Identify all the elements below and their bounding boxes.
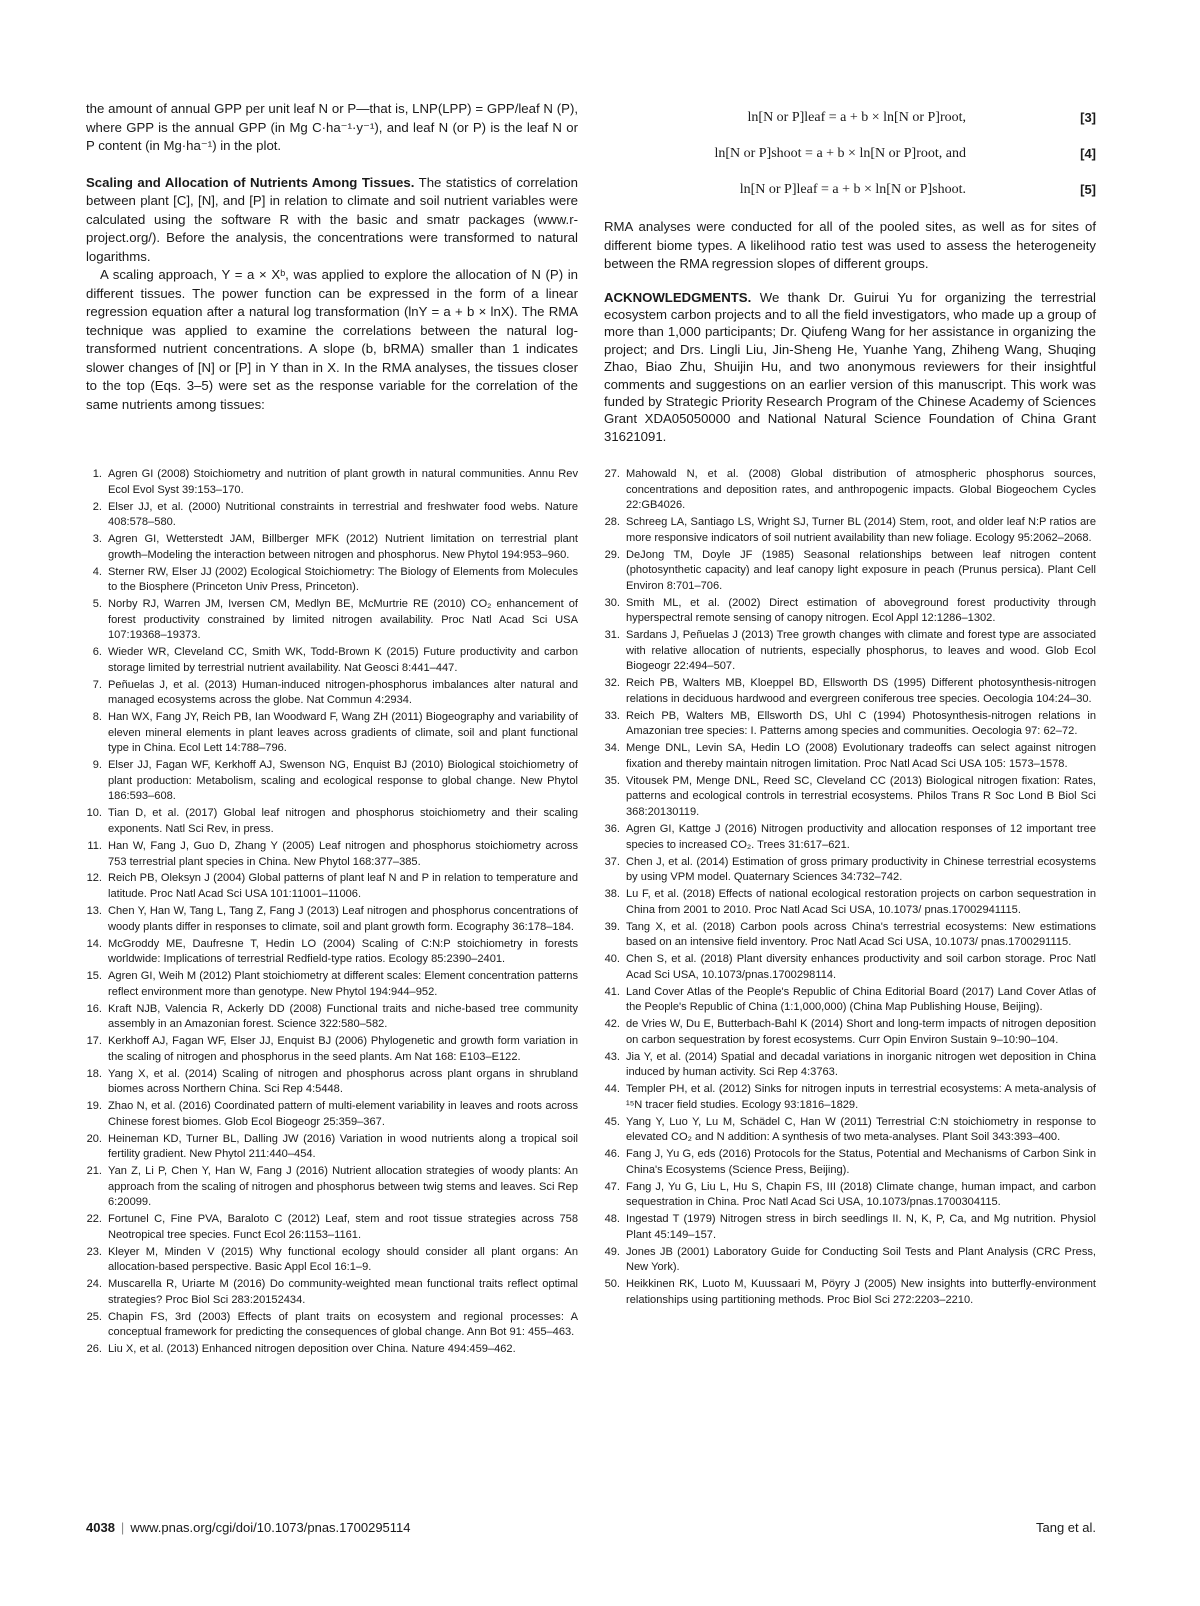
reference-item <box>604 774 1096 821</box>
reference-number: 36. <box>604 822 620 835</box>
reference-number: 41. <box>604 985 620 998</box>
acknowledgments-text: We thank Dr. Guirui Yu for organizing the terrestrial ecosystem carbon projects and to all the field investigators, who made up a group of more than 1,000 participants; Dr. Qiufeng Wang for her assistance in organizing the project; and Drs. Lingli Liu, Jin-Sheng He, Yuanhe Yang, Zhiheng Wang, Shuqing Zhao, Biao Zhu, Shuijin Hu, and two anonymous reviewers for their insightful comments and suggestions on an earlier version of this manuscript. This work was funded by Strategic Priority Research Program of the Chinese Academy of Sciences Grant XDA05050000 and National Natural Science Foundation of China Grant 31621091. <box>604 289 1096 444</box>
gpp-paragraph: the amount of annual GPP per unit leaf N or P—that is, LNP(LPP) = GPP/leaf N (P), where GPP is the annual GPP (in Mg C·ha⁻¹·y⁻¹), and leaf N (or P) is the leaf N or P content (in Mg·ha⁻¹) in the plot. <box>86 101 578 153</box>
reference-number: 20. <box>86 1132 102 1145</box>
reference-text: Yang X, et al. (2014) Scaling of nitrogen and phosphorus across plant organs in shrubland biomes across Northern China. Sci Rep 4:5448. <box>108 1067 578 1096</box>
reference-text: Elser JJ, et al. (2000) Nutritional constraints in terrestrial and freshwater food webs. Nature 408:578–580. <box>108 500 578 529</box>
rma-paragraph: RMA analyses were conducted for all of the pooled sites, as well as for sites of different biome types. A likelihood ratio test was used to assess the heterogeneity between the RMA regression slopes of different groups. <box>604 219 1096 271</box>
reference-item <box>604 467 1096 514</box>
reference-text: DeJong TM, Doyle JF (1985) Seasonal relationships between leaf nitrogen content (photosynthetic capacity) and leaf canopy light exposure in peach (Prunus persica). Plant Cell Environ 8:701–706. <box>626 548 1096 592</box>
reference-item <box>604 628 1096 675</box>
reference-item <box>86 806 578 837</box>
reference-item <box>604 1082 1096 1113</box>
reference-text: Land Cover Atlas of the People's Republic of China Editorial Board (2017) Land Cover Atlas of the People's Republic of China (1:1,000,000) (China Map Publishing House, Beijing). <box>626 985 1096 1014</box>
reference-number: 10. <box>86 807 102 820</box>
reference-number: 17. <box>86 1035 102 1048</box>
reference-item <box>604 1245 1096 1276</box>
reference-text: Chen J, et al. (2014) Estimation of gross primary productivity in Chinese terrestrial ecosystems by using VPM model. Quaternary Sciences 34:732–742. <box>626 855 1096 884</box>
reference-number: 49. <box>604 1245 620 1258</box>
reference-item <box>86 904 578 935</box>
reference-number: 23. <box>86 1245 102 1258</box>
reference-text: Vitousek PM, Menge DNL, Reed SC, Cleveland CC (2013) Biological nitrogen fixation: Rates, patterns and ecological controls in terrestrial ecosystems. Philos Trans R Soc Lond B Biol Sci 368:20130119. <box>626 774 1096 818</box>
reference-number: 46. <box>604 1148 620 1161</box>
reference-text: Lu F, et al. (2018) Effects of national ecological restoration projects on carbon sequestration in China from 2001 to 2010. Proc Natl Acad Sci USA, 10.1073/ pnas.17002941115. <box>626 888 1096 916</box>
reference-text: Agren GI, Kattge J (2016) Nitrogen productivity and allocation responses of 12 important tree species to increased CO₂. Trees 31:617–621. <box>626 822 1096 851</box>
reference-text: Agren GI (2008) Stoichiometry and nutrition of plant growth in natural communities. Annu Rev Ecol Evol Syst 39:153–170. <box>108 468 578 496</box>
reference-text: Kleyer M, Minden V (2015) Why functional ecology should consider all plant organs: An allocation-based perspective. Basic Appl Ecol 16:1–9. <box>108 1245 578 1274</box>
scaling-paragraph <box>86 174 578 267</box>
reference-item <box>86 969 578 1000</box>
reference-item <box>86 871 578 902</box>
reference-text: Sardans J, Peñuelas J (2013) Tree growth changes with climate and forest type are associated with relative allocation of nutrients, especially phosphorus, to leaves and wood. Glob Ecol Biogeogr 22:494–507. <box>626 629 1096 673</box>
reference-number: 38. <box>604 888 620 901</box>
reference-text: Elser JJ, Fagan WF, Kerkhoff AJ, Swenson NG, Enquist BJ (2010) Biological stoichiometry of plant production: Metabolism, scaling and ecological response to global change. New Phytol 186:593–608. <box>108 759 578 803</box>
reference-number: 31. <box>604 629 620 642</box>
reference-text: Muscarella R, Uriarte M (2016) Do community-weighted mean functional traits reflect optimal strategies? Proc Biol Sci 283:20152434. <box>108 1278 578 1306</box>
reference-item <box>604 1147 1096 1178</box>
reference-text: Templer PH, et al. (2012) Sinks for nitrogen inputs in terrestrial ecosystems: A meta-analysis of ¹⁵N tracer field studies. Ecology 93:1816–1829. <box>626 1083 1096 1111</box>
reference-text: de Vries W, Du E, Butterbach-Bahl K (2014) Short and long-term impacts of nitrogen deposition on carbon sequestration by forest ecosystems. Curr Opin Environ Sustain 9–10:90–104. <box>626 1018 1096 1046</box>
reference-item <box>86 1277 578 1308</box>
reference-item <box>604 920 1096 951</box>
references-column-right <box>604 467 1096 1310</box>
running-authors: Tang et al. <box>1036 1520 1096 1535</box>
reference-item <box>604 985 1096 1016</box>
reference-item <box>86 532 578 563</box>
reference-text: Kraft NJB, Valencia R, Ackerly DD (2008) Functional traits and niche-based tree community assembly in an Amazonian forest. Science 322:580–582. <box>108 1002 578 1031</box>
reference-text: Heineman KD, Turner BL, Dalling JW (2016) Variation in wood nutrients along a tropical soil fertility gradient. New Phytol 211:440–454. <box>108 1132 578 1161</box>
reference-item <box>86 1342 578 1358</box>
equation-4 <box>604 142 1096 178</box>
reference-list <box>86 467 578 1358</box>
reference-number: 25. <box>86 1310 102 1323</box>
reference-text: Menge DNL, Levin SA, Hedin LO (2008) Evolutionary tradeoffs can select against nitrogen fixation and thereby maintain nitrogen limitation. Proc Natl Acad Sci USA 105: 1573–1578. <box>626 742 1096 770</box>
reference-item <box>86 839 578 870</box>
reference-item <box>86 1310 578 1341</box>
reference-item <box>86 1067 578 1098</box>
reference-number: 34. <box>604 742 620 755</box>
equation-text: ln[N or P]leaf = a + b × ln[N or P]root, <box>747 110 966 125</box>
reference-text: Smith ML, et al. (2002) Direct estimation of aboveground forest productivity through hyperspectral remote sensing of canopy nitrogen. Ecol Appl 12:1286–1302. <box>626 596 1096 625</box>
reference-number: 11. <box>87 839 102 852</box>
equation-5 <box>604 178 1096 214</box>
reference-text: Mahowald N, et al. (2008) Global distribution of atmospheric phosphorus sources, concentrations and deposition rates, and anthropogenic impacts. Global Biogeochem Cycles 22:GB4026. <box>626 468 1096 512</box>
reference-item <box>604 676 1096 707</box>
reference-number: 50. <box>604 1278 620 1291</box>
reference-text: Peñuelas J, et al. (2013) Human-induced nitrogen-phosphorus imbalances alter natural and managed ecosystems across the globe. Nat Commun 4:2934. <box>108 678 578 707</box>
reference-text: Tang X, et al. (2018) Carbon pools across China's terrestrial ecosystems: New estimations based on an intensive field inventory. Proc Natl Acad Sci USA, 10.1073/ pnas.1700291115. <box>626 920 1096 949</box>
reference-text: Tian D, et al. (2017) Global leaf nitrogen and phosphorus stoichiometry and their scaling exponents. Natl Sci Rev, in press. <box>108 807 578 835</box>
reference-text: Fortunel C, Fine PVA, Baraloto C (2012) Leaf, stem and root tissue strategies across 758 Neotropical tree species. Funct Ecol 26:1153–1161. <box>108 1213 578 1241</box>
reference-item <box>86 678 578 709</box>
section-heading: Scaling and Allocation of Nutrients Among Tissues. <box>86 174 415 190</box>
equation-number: [3] <box>1080 110 1096 125</box>
reference-text: Chen S, et al. (2018) Plant diversity enhances productivity and soil carbon storage. Proc Natl Acad Sci USA, 10.1073/pnas.1700298114. <box>626 953 1096 981</box>
reference-number: 33. <box>604 709 620 722</box>
reference-number: 1. <box>92 468 102 480</box>
reference-text: Norby RJ, Warren JM, Iversen CM, Medlyn BE, McMurtrie RE (2010) CO₂ enhancement of forest productivity constrained by limited nitrogen availability. Proc Natl Acad Sci USA 107:19368–19373. <box>108 598 578 642</box>
reference-number: 2. <box>92 500 102 513</box>
reference-item <box>604 1180 1096 1211</box>
reference-number: 42. <box>604 1018 620 1031</box>
reference-number: 26. <box>86 1343 102 1356</box>
reference-number: 14. <box>86 937 102 950</box>
doi-link[interactable]: www.pnas.org/cgi/doi/10.1073/pnas.1700295114 <box>130 1520 411 1535</box>
reference-text: Reich PB, Walters MB, Kloeppel BD, Ellsworth DS (1995) Different photosynthesis-nitrogen relations in deciduous hardwood and evergreen coniferous tree species. Oecologia 104:24–30. <box>626 677 1096 705</box>
reference-item <box>86 1099 578 1130</box>
statistics-text: The statistics of correlation between plant [C], [N], and [P] in relation to climate and soil nutrient variables were calculated using the software R with the basic and smatr packages (www.r-project.org/). Before the analysis, the concentrations were transformed to natural logarithms. <box>86 174 578 264</box>
footer-separator: | <box>120 1520 125 1535</box>
reference-item <box>86 467 578 498</box>
reference-number: 8. <box>92 711 102 724</box>
reference-number: 27. <box>604 468 620 480</box>
reference-number: 35. <box>604 774 620 787</box>
reference-number: 32. <box>604 677 620 690</box>
reference-text: Chapin FS, 3rd (2003) Effects of plant traits on ecosystem and regional processes: A conceptual framework for predicting the consequences of global change. Ann Bot 91: 455–463. <box>108 1310 578 1339</box>
reference-item <box>86 1245 578 1276</box>
reference-number: 40. <box>604 953 620 966</box>
reference-item <box>604 1017 1096 1048</box>
reference-number: 30. <box>604 596 620 609</box>
reference-number: 37. <box>604 855 620 868</box>
body-column-right <box>604 106 1096 445</box>
reference-number: 16. <box>86 1002 102 1015</box>
reference-number: 3. <box>92 533 102 546</box>
reference-number: 48. <box>604 1213 620 1226</box>
reference-item <box>604 1115 1096 1146</box>
reference-item <box>604 1212 1096 1243</box>
page-footer <box>86 1520 1096 1535</box>
reference-text: Reich PB, Oleksyn J (2004) Global patterns of plant leaf N and P in relation to temperature and latitude. Proc Natl Acad Sci USA 101:11001–11006. <box>108 872 578 901</box>
reference-item <box>604 548 1096 595</box>
reference-item <box>86 1034 578 1065</box>
reference-text: Agren GI, Weih M (2012) Plant stoichiometry at different scales: Element concentration patterns reflect environment more than genotype. New Phytol 194:944–952. <box>108 970 578 998</box>
body-column-left <box>86 100 578 414</box>
page-number: 4038 <box>86 1520 115 1535</box>
references-column-left <box>86 467 578 1359</box>
reference-number: 15. <box>86 970 102 983</box>
reference-number: 21. <box>86 1165 102 1178</box>
equation-number: [4] <box>1080 146 1096 161</box>
reference-text: Schreeg LA, Santiago LS, Wright SJ, Turner BL (2014) Stem, root, and older leaf N:P ratios are more responsive indicators of soil nutrient availability than new foliage. Ecology 95:2062–2068. <box>626 516 1096 544</box>
reference-text: Reich PB, Walters MB, Ellsworth DS, Uhl C (1994) Photosynthesis-nitrogen relations in Amazonian tree species: I. Patterns among species and communities. Oecologia 97: 62–72. <box>626 709 1096 738</box>
reference-number: 13. <box>86 905 102 918</box>
reference-number: 22. <box>86 1213 102 1226</box>
reference-number: 45. <box>604 1115 620 1128</box>
reference-number: 19. <box>86 1100 102 1113</box>
reference-number: 29. <box>604 548 620 561</box>
reference-text: Jia Y, et al. (2014) Spatial and decadal variations in inorganic nitrogen wet deposition in China induced by human activity. Sci Rep 4:3763. <box>626 1050 1096 1079</box>
reference-number: 7. <box>92 678 102 691</box>
reference-item <box>86 1164 578 1211</box>
reference-text: Zhao N, et al. (2016) Coordinated pattern of multi-element variability in leaves and roots across Chinese forest biomes. Glob Ecol Biogeogr 25:359–367. <box>108 1100 578 1128</box>
reference-number: 43. <box>604 1050 620 1063</box>
reference-list <box>604 467 1096 1309</box>
acknowledgments <box>604 289 1096 446</box>
reference-item <box>604 741 1096 772</box>
reference-number: 18. <box>86 1067 102 1080</box>
reference-text: Wieder WR, Cleveland CC, Smith WK, Todd-Brown K (2015) Future productivity and carbon storage limited by terrestrial nutrient availability. Nat Geosci 8:441–447. <box>108 646 578 674</box>
reference-number: 9. <box>92 759 102 772</box>
reference-item <box>86 758 578 805</box>
reference-item <box>604 515 1096 546</box>
reference-text: Yang Y, Luo Y, Lu M, Schädel C, Han W (2011) Terrestrial C:N stoichiometry in response to elevated CO₂ and N addition: A synthesis of two meta-analyses. Plant Soil 343:393–400. <box>626 1115 1096 1144</box>
reference-number: 6. <box>92 646 102 659</box>
reference-item <box>604 887 1096 918</box>
reference-number: 24. <box>86 1278 102 1291</box>
reference-text: Fang J, Yu G, eds (2016) Protocols for the Status, Potential and Mechanisms of Carbon Sink in China's Ecosystems (Science Press, Beijing). <box>626 1148 1096 1176</box>
equation-number: [5] <box>1080 182 1096 197</box>
reference-item <box>86 937 578 968</box>
reference-number: 5. <box>92 598 102 611</box>
reference-item <box>604 855 1096 886</box>
reference-text: Agren GI, Wetterstedt JAM, Billberger MFK (2012) Nutrient limitation on terrestrial plant growth–Modeling the interaction between nitrogen and phosphorus. New Phytol 194:953–960. <box>108 533 578 561</box>
equation-3 <box>604 106 1096 142</box>
reference-text: Kerkhoff AJ, Fagan WF, Elser JJ, Enquist BJ (2006) Phylogenetic and growth form variation in the scaling of nitrogen and phosphorus in the seed plants. Am Nat 168: E103–E122. <box>108 1035 578 1063</box>
reference-item <box>86 1212 578 1243</box>
reference-text: McGroddy ME, Daufresne T, Hedin LO (2004) Scaling of C:N:P stoichiometry in forests worldwide: Implications of terrestrial Redfield-type ratios. Ecology 85:2390–2401. <box>108 937 578 966</box>
reference-text: Yan Z, Li P, Chen Y, Han W, Fang J (2016) Nutrient allocation strategies of woody plants: An approach from the scaling of nitrogen and phosphorus between twig stems and leaves. Sci Rep 6:20099. <box>108 1165 578 1209</box>
reference-text: Chen Y, Han W, Tang L, Tang Z, Fang J (2013) Leaf nitrogen and phosphorus concentrations of woody plants differ in responses to climate, soil and plant growth form. Ecography 36:178–184. <box>108 905 578 933</box>
reference-item <box>604 1277 1096 1308</box>
reference-item <box>604 1050 1096 1081</box>
reference-item <box>604 822 1096 853</box>
reference-item <box>86 597 578 644</box>
reference-item <box>86 500 578 531</box>
reference-number: 47. <box>604 1180 620 1193</box>
reference-item <box>86 565 578 596</box>
reference-number: 44. <box>604 1083 620 1096</box>
scaling-approach-paragraph: A scaling approach, Y = a × Xᵇ, was applied to explore the allocation of N (P) in different tissues. The power function can be expressed in the form of a linear regression equation after a natural log transformation (lnY = a + b × lnX). The RMA technique was applied to examine the correlations between the natural log-transformed nutrient concentrations. A slope (b, bRMA) smaller than 1 indicates slower changes of [N] or [P] in Y than in X. In the RMA analyses, the tissues closer to the top (Eqs. 3–5) were set as the response variable for the correlation of the same nutrients among tissues: <box>86 267 578 412</box>
reference-number: 28. <box>604 516 620 529</box>
reference-item <box>604 596 1096 627</box>
equation-text: ln[N or P]leaf = a + b × ln[N or P]shoot. <box>739 182 966 197</box>
reference-item <box>86 645 578 676</box>
equation-text: ln[N or P]shoot = a + b × ln[N or P]root, and <box>714 146 966 161</box>
reference-item <box>86 710 578 757</box>
reference-text: Han W, Fang J, Guo D, Zhang Y (2005) Leaf nitrogen and phosphorus stoichiometry across 753 terrestrial plant species in China. New Phytol 168:377–385. <box>108 839 578 868</box>
reference-item <box>604 709 1096 740</box>
acknowledgments-heading: ACKNOWLEDGMENTS. <box>604 289 752 305</box>
reference-item <box>86 1132 578 1163</box>
reference-number: 39. <box>604 920 620 933</box>
reference-text: Heikkinen RK, Luoto M, Kuussaari M, Pöyry J (2005) New insights into butterfly-environment relationships using partitioning methods. Proc Biol Sci 272:2203–2210. <box>626 1278 1096 1306</box>
reference-number: 4. <box>92 565 102 578</box>
reference-text: Fang J, Yu G, Liu L, Hu S, Chapin FS, III (2018) Climate change, human impact, and carbon sequestration in China. Proc Natl Acad Sci USA, 10.1073/pnas.1700304115. <box>626 1180 1096 1209</box>
reference-text: Jones JB (2001) Laboratory Guide for Conducting Soil Tests and Plant Analysis (CRC Press, New York). <box>626 1245 1096 1274</box>
reference-number: 12. <box>86 872 102 885</box>
reference-item <box>604 952 1096 983</box>
reference-text: Liu X, et al. (2013) Enhanced nitrogen deposition over China. Nature 494:459–462. <box>108 1343 516 1356</box>
reference-text: Han WX, Fang JY, Reich PB, Ian Woodward F, Wang ZH (2011) Biogeography and variability of eleven mineral elements in plant leaves across gradients of climate, soil and plant functional type in China. Ecol Lett 14:788–796. <box>108 711 578 755</box>
reference-text: Ingestad T (1979) Nitrogen stress in birch seedlings II. N, K, P, Ca, and Mg nutrition. Physiol Plant 45:149–157. <box>626 1213 1096 1241</box>
reference-text: Sterner RW, Elser JJ (2002) Ecological Stoichiometry: The Biology of Elements from Molecules to the Biosphere (Princeton Univ Press, Princeton). <box>108 565 578 594</box>
reference-item <box>86 1002 578 1033</box>
